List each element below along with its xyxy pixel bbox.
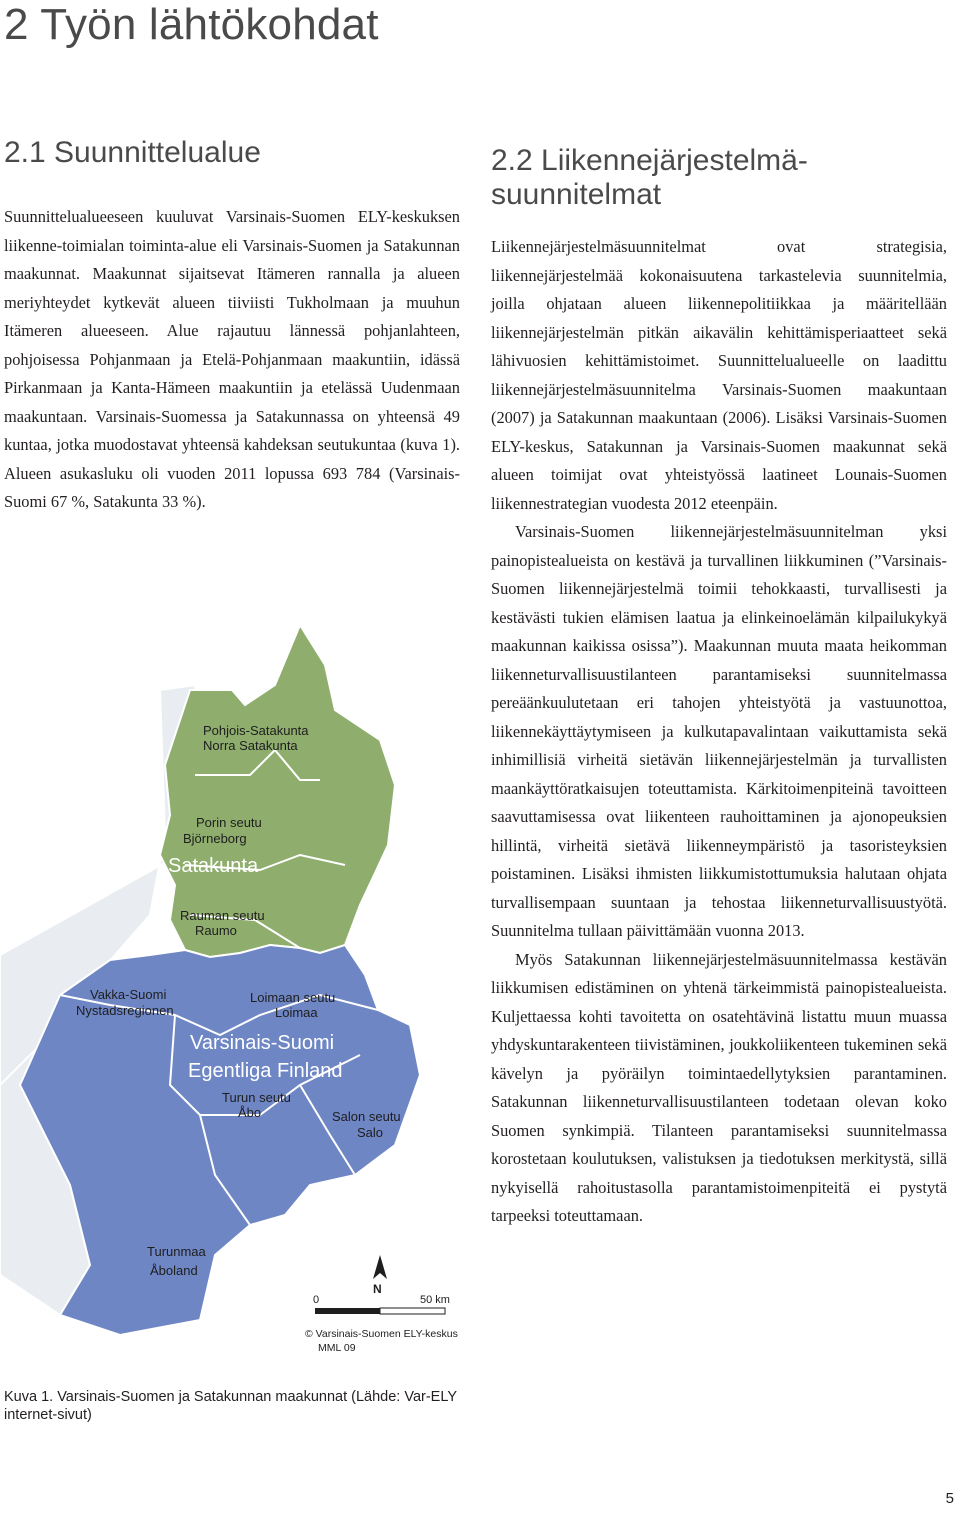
scale-start-label: 0	[313, 1294, 320, 1306]
page-number: 5	[945, 1490, 954, 1507]
scale-bar-white	[380, 1308, 445, 1314]
label-salon-seutu-fi: Salon seutu	[332, 1109, 401, 1124]
label-porin-seutu-sv: Björneborg	[183, 831, 247, 846]
section-title-suunnittelualue: 2.1 Suunnittelualue	[4, 136, 261, 169]
label-vakka-suomi-sv: Nystadsregionen	[76, 1003, 174, 1018]
scale-end-label: 50 km	[420, 1294, 450, 1306]
north-arrow-label: N	[373, 1282, 382, 1296]
label-egentliga-finland: Egentliga Finland	[188, 1060, 343, 1082]
paragraph-2: Varsinais-Suomen liikennejärjestelmäsuunnitelman yksi painopistealueista on kestävä ja turvallinen liikkuminen (”Varsinais-Suomen liikennejärjestelmä toimii tehokkaasti, turvallisesti ja kestävästi tukien elämisen laatua ja elinkeinoelämän kilpailukykyä maakunnan kaikissa osissa”). Maakunnan muuta maata heikomman liikenneturvallisuustilanteen parantamiseksi suunnitelmassa pereäänkuulutetaan eri tahojen yhteistyötä ja vastuunottoa, liikennekäyttäytymiseen ja kulkutapavalintaan vaikuttamista sekä inhimillisiä virheitä sietävän liikennejärjestelmän ja turvallisten maankäyttöratkaisujen toteuttamista. Kärkitoimenpiteinä tavoitteen saavuttamisessa ovat liikenteen rauhoittaminen ja ajonopeuksien hillintä, virheitä sietävä liikenneympäristö ja tasoristeyksien poistaminen. Lisäksi ihmisten liikkumistottumuksia halutaan ohjata turvallisempaan suuntaan ja tehostaa liikenneturvallisuustyötä. Suunnitelma tullaan päivittämään vuonna 2013.	[491, 522, 947, 940]
map-copyright-line-1: © Varsinais-Suomen ELY-keskus	[305, 1328, 458, 1340]
north-arrow-icon	[373, 1255, 387, 1279]
label-pohjois-satakunta-fi: Pohjois-Satakunta	[203, 723, 309, 738]
label-turunmaa-sv: Åboland	[150, 1263, 198, 1278]
label-turun-seutu-sv: Åbo	[238, 1105, 262, 1120]
paragraph-3: Myös Satakunnan liikennejärjestelmäsuunnitelmassa kestävän liikkumisen edistäminen on yhtenä tärkeimmistä painopistealueista. Kuljettaessa kohti tavoitetta on osatehtävinä listattu muun muassa yhdyskuntarakenteen tiivistäminen, joukkoliikenteen tukeminen sekä kävelyn ja pyöräilyn toimintaedellytyksien parantaminen. Satakunnan liikenneturvallisuustilanteen todetaan olevan koko Suomen synkimpiä. Tilanteen parantamiseksi suunnitelmassa korostetaan koulutuksen, valistuksen ja tiedotuksen merkitystä, sillä nykyisellä rahoitustasolla parantamistoimenpiteitä ei pystytä tarpeeksi toteuttamaan.	[491, 949, 947, 1225]
label-porin-seutu-fi: Porin seutu	[196, 815, 262, 830]
label-satakunta: Satakunta	[168, 855, 259, 877]
label-pohjois-satakunta-sv: Norra Satakunta	[203, 738, 298, 753]
label-rauman-seutu-fi: Rauman seutu	[180, 908, 265, 923]
scale-bar-black	[315, 1308, 380, 1314]
label-turun-seutu-fi: Turun seutu	[222, 1090, 291, 1105]
paragraph-suunnittelualue: Suunnittelualueeseen kuuluvat Varsinais-Suomen ELY-keskuksen liikenne-toimialan toiminta-alue eli Varsinais-Suomen ja Satakunnan maakunnat. Maakunnat sijaitsevat Itämeren rannalla ja alueen meriyhteydet kytkevät alueen tiiviisti Tukholmaan ja muuhun Itämeren alueeseen. Alue rajautuu lännessä pohjanlahteen, pohjoisessa Pohjanmaan ja Etelä-Pohjanmaan maakuntiin, idässä Pirkanmaan ja Kanta-Hämeen maakuntiin ja etelässä Uudenmaan maakuntaan. Varsinais-Suomessa ja Satakunnassa on yhteensä 49 kuntaa, jotka muodostavat yhteensä kahdeksan seutukuntaa (kuva 1). Alueen asukasluku oli vuoden 2011 lopussa 693 784 (Varsinais-Suomi 67 %, Satakunta 33 %).	[4, 207, 460, 511]
paragraph-1: Liikennejärjestelmäsuunnitelmat ovat strategisia, liikennejärjestelmää kokonaisuutena tarkastelevia suunnitelmia, joilla ohjataan alueen liikennepolitiikkaa ja määritellään liikennejärjestelmän pitkän aikavälin kehittämisperiaatteet sekä lähivuosien kehittämistoimet. Suunnittelualueelle on laadittu liikennejärjestelmäsuunnitelma Varsinais-Suomen maakuntaan (2007) ja Satakunnan maakuntaan (2006). Lisäksi Varsinais-Suomen ELY-keskus, Satakunnan ja Varsinais-Suomen maakunnat sekä alueen toimijat ovat yhteistyössä laatineet Lounais-Suomen liikennestrategian vuodesta 2012 eteenpäin.	[491, 237, 947, 513]
label-turunmaa-fi: Turunmaa	[147, 1244, 206, 1259]
figure-caption: Kuva 1. Varsinais-Suomen ja Satakunnan maakunnat (Lähde: Var-ELY internet-sivut)	[4, 1389, 457, 1423]
label-varsinais-suomi: Varsinais-Suomi	[190, 1032, 335, 1054]
left-column	[4, 203, 460, 517]
label-loimaan-seutu-sv: Loimaa	[275, 1005, 318, 1020]
label-loimaan-seutu-fi: Loimaan seutu	[250, 990, 336, 1005]
map-copyright-line-2: MML 09	[318, 1342, 356, 1354]
section-title-liikennejarjestelma: 2.2 Liikennejärjestelmä-suunnitelmat	[491, 144, 808, 211]
chapter-title: 2 Työn lähtökohdat	[4, 0, 379, 49]
label-salon-seutu-sv: Salo	[357, 1125, 384, 1140]
right-column	[491, 233, 947, 1231]
region-map	[0, 615, 470, 1360]
label-rauman-seutu-sv: Raumo	[195, 923, 237, 938]
label-vakka-suomi-fi: Vakka-Suomi	[90, 987, 167, 1002]
